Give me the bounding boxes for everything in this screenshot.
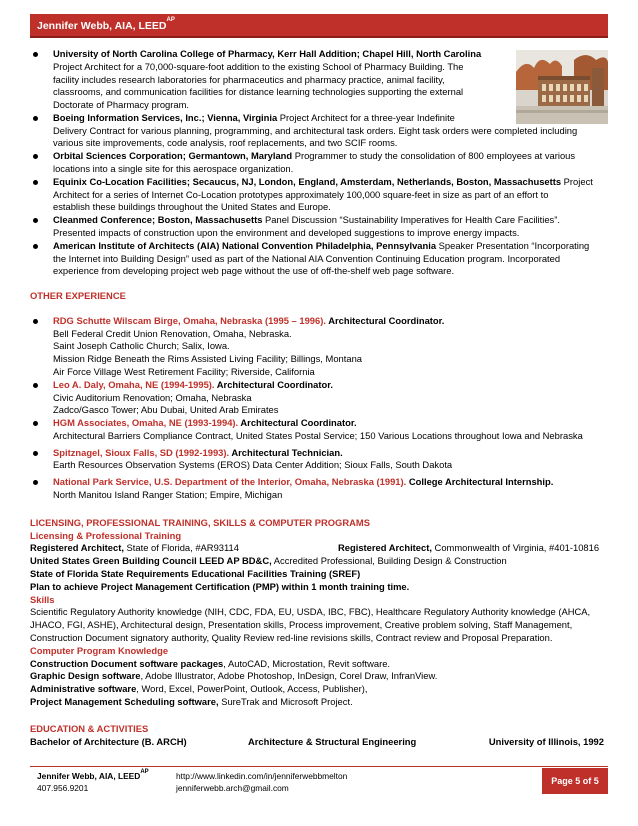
program-line: Construction Document software packages, AutoCAD, Microstation, Revit software. <box>30 657 391 669</box>
project-item: University of North Carolina College of Pharmacy, Kerr Hall Addition; Chapel Hill, North Carolina Project Architect for a 70,000-square-foot addition to the existing School of Pharmacy Building. The facility includes research laboratories for pharmaceutics and pharmacy practice, animal facility, classrooms, and communication facilities for distance learning technologies supporting the external Doctorate of Pharmacy program. <box>30 48 608 112</box>
header-band <box>30 14 608 38</box>
leed-line: United States Green Building Council LEED AP BD&C, Accredited Professional, Building Design & Construction <box>30 555 507 567</box>
licensing-subheading: Licensing & Professional Training <box>30 529 182 541</box>
bullet-icon <box>33 180 38 185</box>
major: Architecture & Structural Engineering <box>248 735 417 747</box>
sref-line: State of Florida State Requirements Educational Facilities Training (SREF) <box>30 568 361 580</box>
experience-item: Leo A. Daly, Omaha, NE (1994-1995). Architectural Coordinator. Civic Auditorium Renovation; Omaha, Nebraska Zadco/Gasco Tower; Abu Dubai, United Arab Emirates <box>30 379 608 417</box>
bullet-icon <box>33 154 38 159</box>
experience-item: National Park Service, U.S. Department of the Interior, Omaha, Nebraska (1991). College Architectural Internship. North Manitou Island Ranger Station; Empire, Michigan <box>30 476 608 502</box>
footer-divider <box>30 766 608 767</box>
linkedin-link[interactable]: http://www.linkedin.com/in/jenniferwebbmelton <box>176 771 348 781</box>
school: University of Illinois, 1992 <box>488 735 604 747</box>
program-line: Administrative software, Word, Excel, PowerPoint, Outlook, Access, Publisher), <box>30 683 368 695</box>
program-line: Project Management Scheduling software, SureTrak and Microsoft Project. <box>30 695 353 707</box>
skills-text: Scientific Regulatory Authority knowledge (NIH, CDC, FDA, EU, USDA, IBC, FBC), Healthcare Regulatory Authority knowledge (AHCA, JHACO, FGI, ASHE), Architectural design, Presentation skills, Process improvement, Creative problem solving, Staff Management, Construction Document signatory authority, Quality Review red-line revisions skills, Contract review and Proposal Preparation. <box>30 606 591 644</box>
bullet-icon <box>33 383 38 388</box>
footer <box>30 768 608 794</box>
licensing-heading: LICENSING, PROFESSIONAL TRAINING, SKILLS & COMPUTER PROGRAMS <box>30 516 370 528</box>
skills-subheading: Skills <box>30 593 55 605</box>
project-item: American Institute of Architects (AIA) National Convention Philadelphia, Pennsylvania Speaker Presentation “Incorporating the Internet into Building Design” used as part of the National AIA Convention Continuing Education program. Incorporated experience from developing project web page without the use of off-the-shelf web page software. <box>30 240 608 278</box>
computer-subheading: Computer Program Knowledge <box>30 644 169 656</box>
experience-item: RDG Schutte Wilscam Birge, Omaha, Nebraska (1995 – 1996). Architectural Coordinator. Bell Federal Credit Union Renovation, Omaha, Nebraska. Saint Joseph Catholic Church; Salix, Iowa. Mission Ridge Beneath the Rims Assisted Living Facility; Billings, Montana Air Force Village West Retirement Facility; Riverside, California <box>30 315 608 379</box>
footer-name: Jennifer Webb, AIA, $LEED^{AP}$ <box>37 769 149 781</box>
experience-item: Spitznagel, Sioux Falls, SD (1992-1993). Architectural Technician. Earth Resources Observation Systems (EROS) Data Center Addition; Sioux Falls, South Dakota <box>30 447 608 473</box>
project-item: Orbital Sciences Corporation; Germantown, Maryland Programmer to study the consolidation of 800 employees at various locations into a single site for this aerospace organization. <box>30 150 608 176</box>
email-link[interactable]: jenniferwebb.arch@gmail.com <box>176 783 289 793</box>
bullet-icon <box>33 244 38 249</box>
bullet-icon <box>33 480 38 485</box>
header-name: Jennifer Webb, AIA, $LEED^{AP}$ <box>37 17 175 32</box>
bullet-icon <box>33 421 38 426</box>
bullet-icon <box>33 218 38 223</box>
bullet-icon <box>33 319 38 324</box>
degree: Bachelor of Architecture (B. ARCH) <box>30 735 187 747</box>
other-experience-heading: OTHER EXPERIENCE <box>30 290 126 302</box>
pmp-line: Plan to achieve Project Management Certification (PMP) within 1 month training time. <box>30 580 410 592</box>
project-item: Boeing Information Services, Inc.; Vienna, Virginia Project Architect for a three-year Indefinite Delivery Contract for various planning, programming, and architectural task orders. Eight task orders were completed including various site improvements, code analysis, roof replacements, and two SCIF rooms. <box>30 112 608 150</box>
education-heading: EDUCATION & ACTIVITIES <box>30 722 149 734</box>
registration-row: Registered Architect, State of Florida, #AR93114 Registered Architect, Commonwealth of Virginia, #401-10816 <box>30 542 600 554</box>
other-experience-list <box>30 315 608 502</box>
project-item: Equinix Co-Location Facilities; Secaucus, NJ, London, England, Amsterdam, Netherlands, Boston, Massachusetts Project Architect for a series of Internet Co-Location prototypes approximately 100,000 square-feet in size as part of an effort to establish these buildings throughout the United States and Europe. <box>30 176 608 214</box>
project-item: Cleanmed Conference; Boston, Massachusetts Panel Discussion “Sustainability Imperatives for Health Care Facilities”. Presented impacts of construction upon the environment and developed suggestions to improve energy impacts. <box>30 214 608 240</box>
program-line: Graphic Design software, Adobe Illustrator, Adobe Photoshop, InDesign, Corel Draw, InfranView. <box>30 670 438 682</box>
resume-content <box>30 48 608 750</box>
bullet-icon <box>33 116 38 121</box>
project-list <box>30 48 608 278</box>
experience-item: HGM Associates, Omaha, NE (1993-1994). Architectural Coordinator. Architectural Barriers Compliance Contract, United States Postal Service; 150 Various Locations throughout Iowa and Nebraska <box>30 417 608 443</box>
bullet-icon <box>33 451 38 456</box>
footer-phone: 407.956.9201 <box>37 783 89 793</box>
page-number: Page 5 of 5 <box>542 768 608 794</box>
education-row <box>30 736 608 750</box>
bullet-icon <box>33 52 38 57</box>
